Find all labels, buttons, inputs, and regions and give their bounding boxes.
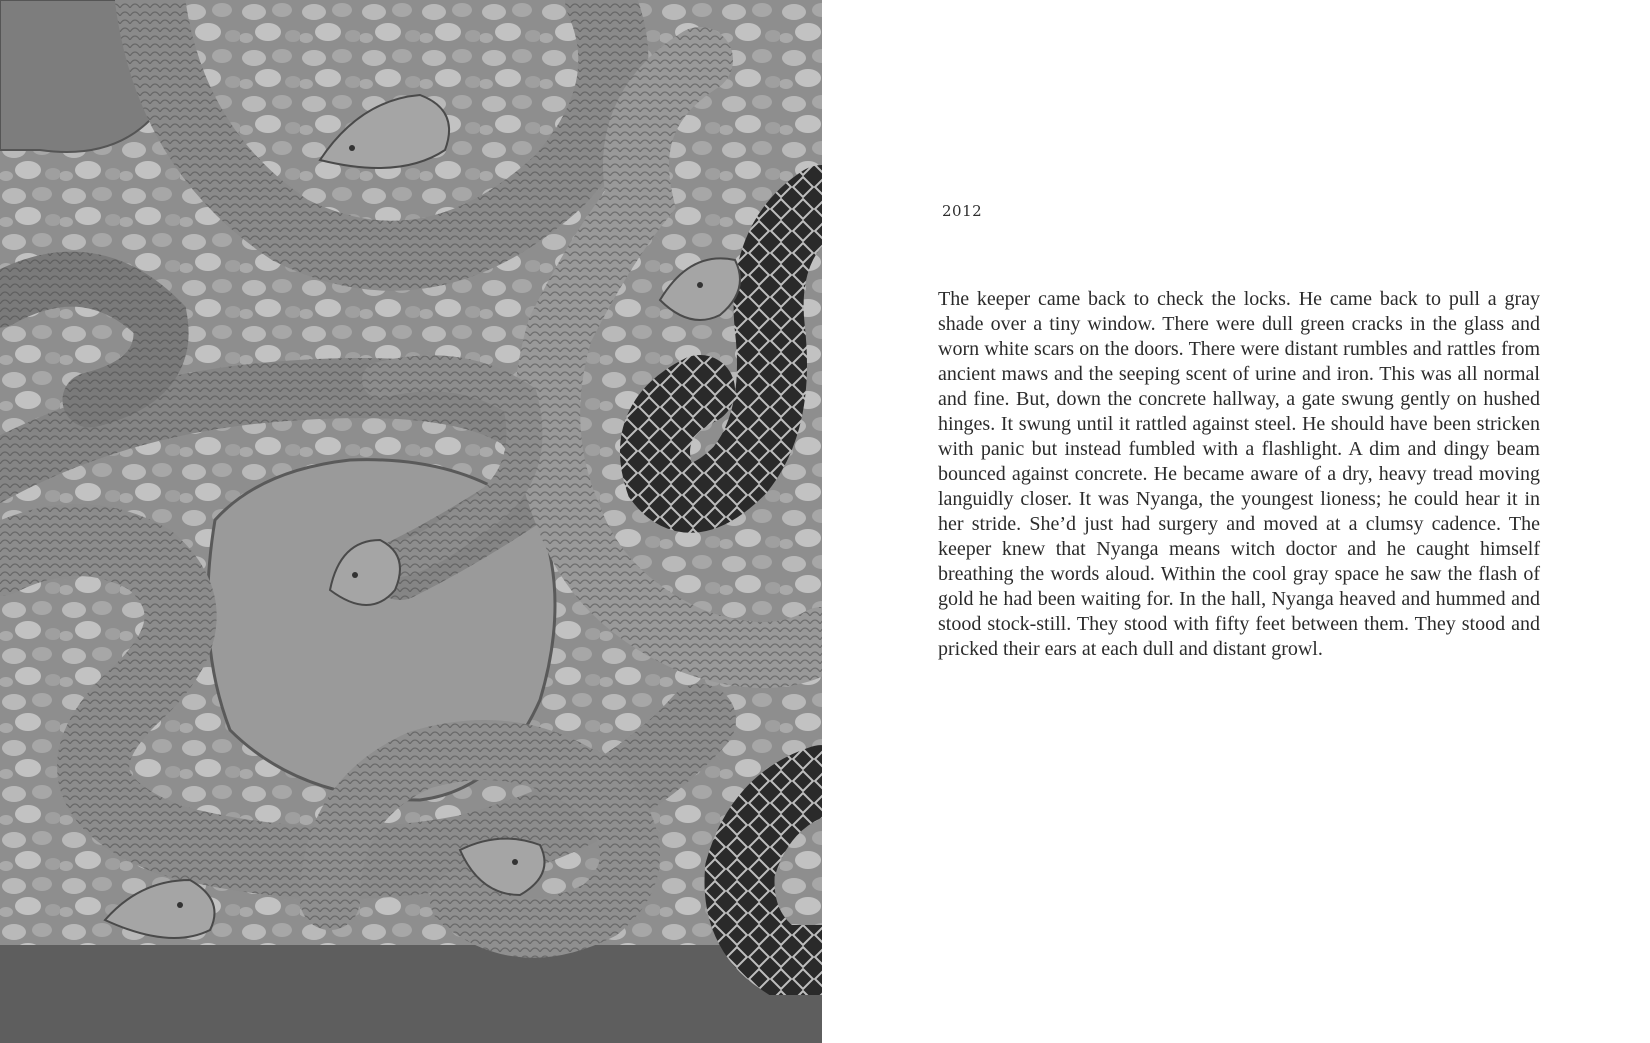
text-page (822, 0, 1650, 1043)
snake-photograph (0, 0, 822, 1043)
snake-photo-illustration (0, 0, 822, 1043)
year-label: 2012 (942, 202, 983, 220)
story-paragraph: The keeper came back to check the locks. He came back to pull a gray shade over a tiny window. There were dull green cracks in the glass and worn white scars on the doors. There were distant rumbles and rattles from ancient maws and the seeping scent of urine and iron. This was all normal and fine. But, down the concrete hallway, a gate swung gently on hushed hinges. It swung until it rattled against steel. He should have been stricken with panic but instead fumbled with a flashlight. A dim and dingy beam bounced against concrete. He became aware of a dry, heavy tread moving languidly closer. It was Nyanga, the youngest lioness; he could hear it in her stride. She’d just had surgery and moved at a clumsy cadence. The keeper knew that Nyanga means witch doctor and he caught himself breathing the words aloud. Within the cool gray space he saw the flash of gold he had been waiting for. In the hall, Nyanga heaved and hummed and stood stock-still. They stood with fifty feet between them. They stood and pricked their ears at each dull and distant growl. (938, 288, 1540, 660)
